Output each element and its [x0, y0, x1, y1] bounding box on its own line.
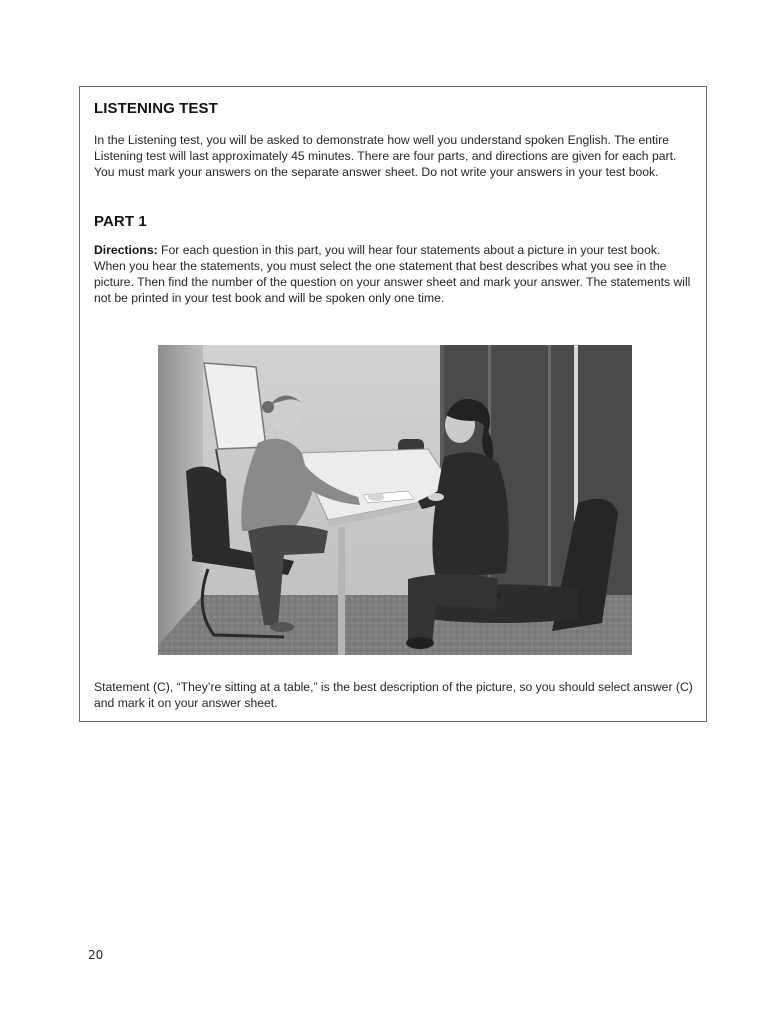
directions-label: Directions: — [94, 243, 158, 257]
directions-text: For each question in this part, you will hear four statements about a picture in your test book. When you hear the statements, you must select the one statement that best describes what you see in the picture. Then find the number of the question on your answer sheet and mark your answer. The statements will not be printed in your test book and will be spoken only one time. — [94, 243, 691, 306]
right-woman-jacket — [432, 452, 508, 579]
page-number: 20 — [88, 948, 104, 962]
left-chair-back — [186, 467, 230, 556]
part-1-directions-paragraph — [94, 242, 694, 306]
example-photo-two-women-at-table — [158, 345, 632, 655]
instructions-box — [79, 86, 707, 722]
listening-test-heading: LISTENING TEST — [94, 100, 218, 117]
listening-intro-paragraph: In the Listening test, you will be asked to demonstrate how well you understand spoken English. The entire Listening test will last approximately 45 minutes. There are four parts, and directions are given for each part. You must mark your answers on the separate answer sheet. Do not write your answers in your test book. — [94, 133, 677, 180]
example-answer-paragraph: Statement (C), “They’re sitting at a table,” is the best description of the picture, so you should select answer (C) and mark it on your answer sheet. — [94, 680, 693, 711]
part-1-heading: PART 1 — [94, 213, 147, 230]
table-leg — [338, 527, 345, 655]
photo-illustration — [158, 345, 632, 655]
